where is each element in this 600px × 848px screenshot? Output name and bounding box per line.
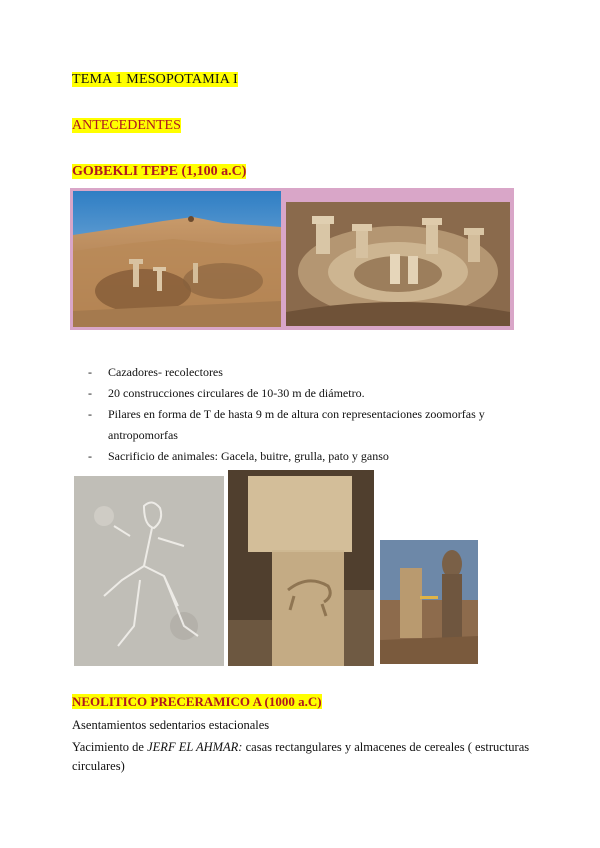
statue-photo: [380, 540, 478, 664]
bullet-marker: -: [88, 407, 92, 421]
excavation-landscape-photo: [73, 191, 281, 327]
circular-enclosure-photo: [286, 202, 510, 326]
bullet-marker: -: [88, 386, 92, 400]
section-heading: ANTECEDENTES: [72, 118, 181, 133]
rock-engraving-photo: [74, 476, 224, 666]
paragraph-asentamientos: Asentamientos sedentarios estacionales: [72, 718, 270, 732]
list-item: [88, 446, 518, 467]
t-pillar-relief-photo: [228, 470, 374, 666]
list-item: [88, 404, 518, 425]
photo-strip-gobekli: [70, 188, 514, 330]
paragraph-jerf-el-ahmar: [72, 738, 532, 776]
subsection-heading-gobekli: GOBEKLI TEPE (1,100 a.C): [72, 164, 247, 179]
text-run: casas rectangulares y almacenes de cereales ( estructuras: [242, 740, 530, 754]
bullet-marker: -: [88, 449, 92, 463]
list-item-continuation: antropomorfas: [108, 428, 178, 442]
list-item-text: Cazadores- recolectores: [108, 365, 223, 379]
list-item: [88, 362, 518, 383]
bullet-list: [88, 362, 518, 467]
list-item: [88, 383, 518, 404]
list-item-text: Sacrificio de animales: Gacela, buitre, grulla, pato y ganso: [108, 449, 389, 463]
text-run: circulares): [72, 759, 125, 773]
list-item-text: Pilares en forma de T de hasta 9 m de altura con representaciones zoomorfas y: [108, 407, 485, 421]
bullet-marker: -: [88, 365, 92, 379]
document-title: TEMA 1 MESOPOTAMIA I: [72, 72, 238, 87]
site-name-emphasis: JERF EL AHMAR:: [147, 740, 243, 754]
list-item-text: 20 construcciones circulares de 10-30 m de diámetro.: [108, 386, 365, 400]
text-run: Yacimiento de: [72, 740, 148, 754]
subsection-heading-neolitico: NEOLITICO PRECERAMICO A (1000 a.C): [72, 694, 322, 709]
